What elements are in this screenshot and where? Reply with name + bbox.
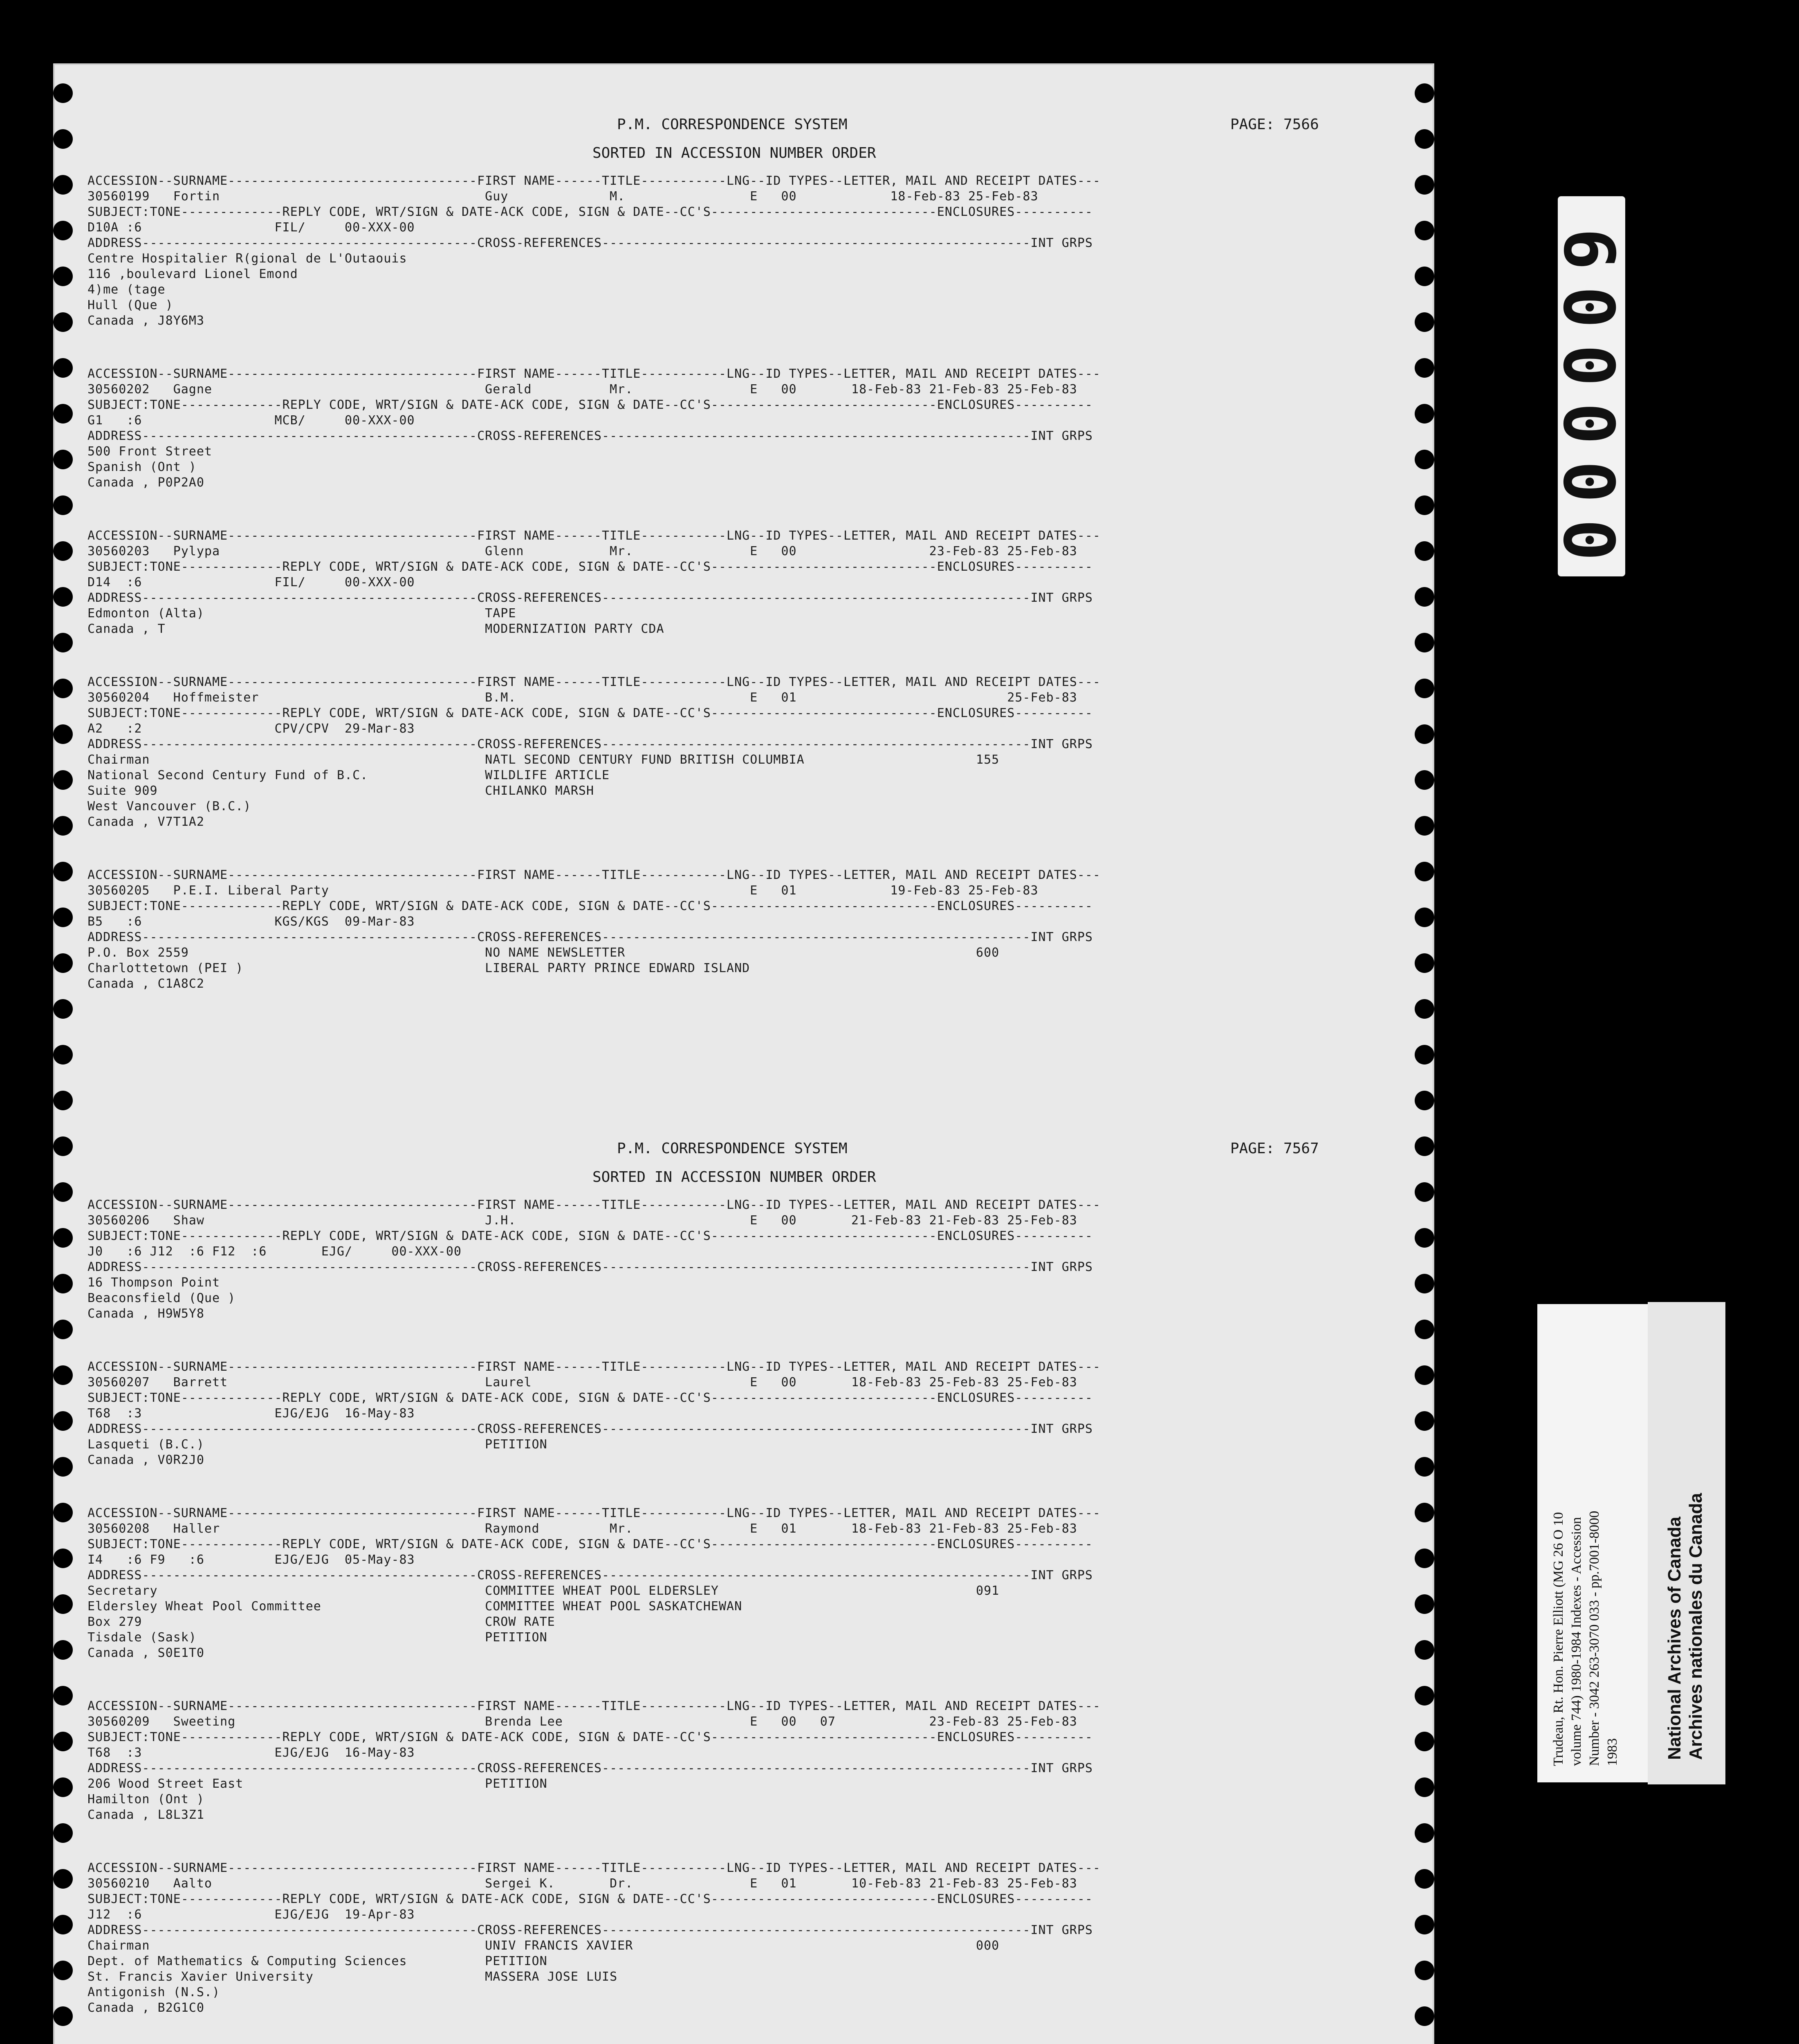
label-line: 1983: [1605, 1738, 1620, 1766]
record-line: Suite 909 CHILANKO MARSH: [87, 784, 594, 798]
tractor-hole: [1415, 175, 1434, 195]
record-line: Eldersley Wheat Pool Committee COMMITTEE WHEAT POOL SASKATCHEWAN: [87, 1599, 742, 1614]
record-line: 116 ,boulevard Lionel Emond: [87, 267, 298, 281]
tractor-hole: [1415, 1182, 1434, 1202]
record-line: 30560209 Sweeting Brenda Lee E 00 07 23-Feb-83 25-Feb-83: [87, 1715, 1077, 1729]
record-line: ACCESSION--SURNAME--------------------------------FIRST NAME------TITLE-----------LNG--ID TYPES--LETTER, MAIL AND RECEIPT DATES---: [87, 1861, 1101, 1875]
record-line: Canada , C1A8C2: [87, 977, 204, 991]
record-line: ADDRESS-------------------------------------------CROSS-REFERENCES-------------------------------------------------------INT GRPS: [87, 1923, 1093, 1937]
record-line: 30560199 Fortin Guy M. E 00 18-Feb-83 25-Feb-83: [87, 189, 1039, 204]
tractor-hole: [1415, 1503, 1434, 1522]
tractor-hole: [1415, 541, 1434, 561]
tractor-hole: [1415, 587, 1434, 607]
tractor-hole: [1415, 633, 1434, 652]
tractor-hole: [1415, 358, 1434, 378]
tractor-hole: [53, 450, 73, 469]
tractor-hole: [1415, 221, 1434, 240]
record-line: SUBJECT:TONE-------------REPLY CODE, WRT/SIGN & DATE-ACK CODE, SIGN & DATE--CC'S-----------------------------ENCLOSURES----------: [87, 560, 1093, 574]
record-line: SUBJECT:TONE-------------REPLY CODE, WRT/SIGN & DATE-ACK CODE, SIGN & DATE--CC'S-----------------------------ENCLOSURES----------: [87, 706, 1093, 720]
left-tractor-holes: [51, 65, 75, 2044]
tractor-hole: [1415, 724, 1434, 744]
record-line: Box 279 CROW RATE: [87, 1615, 555, 1629]
reel-label-text: [1537, 1304, 1648, 1782]
record-line: Secretary COMMITTEE WHEAT POOL ELDERSLEY 091: [87, 1584, 1000, 1598]
record-line: Spanish (Ont ): [87, 460, 197, 474]
tractor-hole: [53, 633, 73, 652]
record-line: Canada , B2G1C0: [87, 2001, 204, 2015]
tractor-hole: [53, 1045, 73, 1065]
record-line: Antigonish (N.S.): [87, 1985, 220, 1999]
record-line: T68 :3 EJG/EJG 16-May-83: [87, 1406, 415, 1421]
frame-number-label: [1551, 196, 1632, 576]
tractor-hole: [1415, 1274, 1434, 1293]
record-line: D10A :6 FIL/ 00-XXX-00: [87, 220, 415, 235]
record-line: SUBJECT:TONE-------------REPLY CODE, WRT/SIGN & DATE-ACK CODE, SIGN & DATE--CC'S-----------------------------ENCLOSURES----------: [87, 1730, 1093, 1744]
record-line: Canada , J8Y6M3: [87, 314, 204, 328]
tractor-hole: [53, 1228, 73, 1248]
record-line: Chairman NATL SECOND CENTURY FUND BRITISH COLUMBIA 155: [87, 753, 1000, 767]
tractor-hole: [53, 495, 73, 515]
record-line: SUBJECT:TONE-------------REPLY CODE, WRT/SIGN & DATE-ACK CODE, SIGN & DATE--CC'S-----------------------------ENCLOSURES----------: [87, 1537, 1093, 1551]
record-line: SUBJECT:TONE-------------REPLY CODE, WRT/SIGN & DATE-ACK CODE, SIGN & DATE--CC'S-----------------------------ENCLOSURES----------: [87, 1892, 1093, 1906]
page-number: PAGE: 7567: [1230, 1140, 1319, 1157]
tractor-hole: [53, 724, 73, 744]
record-line: B5 :6 KGS/KGS 09-Mar-83: [87, 914, 415, 929]
sort-order: SORTED IN ACCESSION NUMBER ORDER: [592, 145, 876, 161]
tractor-hole: [53, 679, 73, 698]
tractor-hole: [1415, 1915, 1434, 1934]
tractor-hole: [53, 312, 73, 332]
record-line: J0 :6 J12 :6 F12 :6 EJG/ 00-XXX-00: [87, 1244, 462, 1259]
record-line: ACCESSION--SURNAME--------------------------------FIRST NAME------TITLE-----------LNG--ID TYPES--LETTER, MAIL AND RECEIPT DATES---: [87, 1699, 1101, 1713]
tractor-hole: [1415, 1136, 1434, 1156]
record-line: West Vancouver (B.C.): [87, 799, 251, 814]
tractor-hole: [53, 1274, 73, 1293]
record-line: Chairman UNIV FRANCIS XAVIER 000: [87, 1939, 1000, 1953]
label-line: Number - 3042 263-3070 033 - pp.7001-8000: [1587, 1511, 1602, 1766]
record-line: Canada , V0R2J0: [87, 1453, 204, 1467]
tractor-hole: [1415, 1777, 1434, 1797]
accession-record: [87, 528, 1380, 637]
record-line: ADDRESS-------------------------------------------CROSS-REFERENCES-------------------------------------------------------INT GRPS: [87, 737, 1093, 751]
accession-record: [87, 1506, 1380, 1661]
tractor-hole: [53, 1457, 73, 1477]
page-number: PAGE: 7566: [1230, 116, 1319, 133]
accession-record: [87, 1197, 1380, 1322]
accession-record: [87, 867, 1380, 992]
record-line: Tisdale (Sask) PETITION: [87, 1630, 547, 1645]
record-line: SUBJECT:TONE-------------REPLY CODE, WRT/SIGN & DATE-ACK CODE, SIGN & DATE--CC'S-----------------------------ENCLOSURES----------: [87, 899, 1093, 913]
tractor-hole: [53, 1732, 73, 1751]
tractor-hole: [1415, 312, 1434, 332]
record-line: ACCESSION--SURNAME--------------------------------FIRST NAME------TITLE-----------LNG--ID TYPES--LETTER, MAIL AND RECEIPT DATES---: [87, 675, 1101, 689]
tractor-hole: [53, 1320, 73, 1339]
tractor-hole: [1415, 404, 1434, 424]
tractor-hole: [1415, 1732, 1434, 1751]
record-line: St. Francis Xavier University MASSERA JOSE LUIS: [87, 1970, 618, 1984]
tractor-hole: [53, 83, 73, 103]
tractor-hole: [1415, 129, 1434, 149]
record-line: SUBJECT:TONE-------------REPLY CODE, WRT/SIGN & DATE-ACK CODE, SIGN & DATE--CC'S-----------------------------ENCLOSURES----------: [87, 1229, 1093, 1243]
archive-label-text: [1648, 1302, 1725, 1784]
tractor-hole: [53, 1640, 73, 1660]
tractor-hole: [53, 587, 73, 607]
record-line: 30560207 Barrett Laurel E 00 18-Feb-83 25-Feb-83 25-Feb-83: [87, 1375, 1077, 1390]
tractor-hole: [53, 1503, 73, 1522]
tractor-hole: [53, 770, 73, 790]
accession-record: [87, 1699, 1380, 1823]
tractor-hole: [53, 1686, 73, 1706]
record-line: Hamilton (Ont ): [87, 1792, 204, 1806]
reel-label-card: [1537, 1304, 1648, 1782]
tractor-hole: [53, 1411, 73, 1431]
tractor-hole: [53, 358, 73, 378]
printout-page-2: [87, 1140, 1380, 2044]
tractor-hole: [53, 129, 73, 149]
tractor-hole: [53, 1594, 73, 1614]
record-line: Canada , L8L3Z1: [87, 1808, 204, 1822]
tractor-hole: [53, 1915, 73, 1934]
tractor-hole: [53, 1091, 73, 1110]
record-list: [87, 173, 1380, 992]
record-line: ACCESSION--SURNAME--------------------------------FIRST NAME------TITLE-----------LNG--ID TYPES--LETTER, MAIL AND RECEIPT DATES---: [87, 868, 1101, 882]
tractor-hole: [1415, 953, 1434, 973]
record-line: J12 :6 EJG/EJG 19-Apr-83: [87, 1907, 415, 1922]
tractor-hole: [1415, 1411, 1434, 1431]
system-title: P.M. CORRESPONDENCE SYSTEM: [617, 1140, 848, 1157]
tractor-hole: [1415, 2006, 1434, 2026]
record-line: Edmonton (Alta) TAPE: [87, 606, 516, 621]
tractor-hole: [1415, 1594, 1434, 1614]
record-line: ADDRESS-------------------------------------------CROSS-REFERENCES-------------------------------------------------------INT GRPS: [87, 429, 1093, 443]
record-line: T68 :3 EJG/EJG 16-May-83: [87, 1746, 415, 1760]
record-line: ACCESSION--SURNAME--------------------------------FIRST NAME------TITLE-----------LNG--ID TYPES--LETTER, MAIL AND RECEIPT DATES---: [87, 1360, 1101, 1374]
accession-record: [87, 366, 1380, 491]
tractor-hole: [1415, 999, 1434, 1019]
tractor-hole: [1415, 908, 1434, 927]
record-line: ACCESSION--SURNAME--------------------------------FIRST NAME------TITLE-----------LNG--ID TYPES--LETTER, MAIL AND RECEIPT DATES---: [87, 174, 1101, 188]
accession-record: [87, 1860, 1380, 2016]
tractor-hole: [53, 175, 73, 195]
tractor-hole: [1415, 679, 1434, 698]
record-line: ACCESSION--SURNAME--------------------------------FIRST NAME------TITLE-----------LNG--ID TYPES--LETTER, MAIL AND RECEIPT DATES---: [87, 367, 1101, 381]
tractor-hole: [53, 816, 73, 836]
tractor-hole: [53, 1961, 73, 1980]
record-line: SUBJECT:TONE-------------REPLY CODE, WRT/SIGN & DATE-ACK CODE, SIGN & DATE--CC'S-----------------------------ENCLOSURES----------: [87, 398, 1093, 412]
record-line: 30560204 Hoffmeister B.M. E 01 25-Feb-83: [87, 690, 1077, 705]
record-line: ADDRESS-------------------------------------------CROSS-REFERENCES-------------------------------------------------------INT GRPS: [87, 930, 1093, 944]
record-line: G1 :6 MCB/ 00-XXX-00: [87, 413, 415, 428]
tractor-hole: [1415, 1091, 1434, 1110]
frame-number: 000009: [1551, 211, 1632, 561]
record-line: 4)me (tage: [87, 282, 166, 297]
tractor-hole: [1415, 1045, 1434, 1065]
tractor-hole: [53, 1182, 73, 1202]
record-line: ADDRESS-------------------------------------------CROSS-REFERENCES-------------------------------------------------------INT GRPS: [87, 1422, 1093, 1436]
record-line: 30560202 Gagne Gerald Mr. E 00 18-Feb-83 21-Feb-83 25-Feb-83: [87, 382, 1077, 397]
printout-page-1: [87, 116, 1380, 1029]
tractor-hole: [53, 267, 73, 286]
record-line: ACCESSION--SURNAME--------------------------------FIRST NAME------TITLE-----------LNG--ID TYPES--LETTER, MAIL AND RECEIPT DATES---: [87, 529, 1101, 543]
record-line: 30560203 Pylypa Glenn Mr. E 00 23-Feb-83 25-Feb-83: [87, 544, 1077, 558]
archive-label-card: [1648, 1302, 1725, 1784]
tractor-hole: [1415, 495, 1434, 515]
tractor-hole: [53, 908, 73, 927]
tractor-hole: [53, 541, 73, 561]
record-line: ACCESSION--SURNAME--------------------------------FIRST NAME------TITLE-----------LNG--ID TYPES--LETTER, MAIL AND RECEIPT DATES---: [87, 1506, 1101, 1520]
tractor-hole: [53, 1823, 73, 1843]
tractor-hole: [53, 1549, 73, 1568]
accession-record: [87, 675, 1380, 830]
record-line: I4 :6 F9 :6 EJG/EJG 05-May-83: [87, 1553, 415, 1567]
archive-name-fr: Archives nationales du Canada: [1686, 1493, 1706, 1760]
record-line: ACCESSION--SURNAME--------------------------------FIRST NAME------TITLE-----------LNG--ID TYPES--LETTER, MAIL AND RECEIPT DATES---: [87, 1198, 1101, 1212]
record-line: National Second Century Fund of B.C. WILDLIFE ARTICLE: [87, 768, 610, 782]
record-line: SUBJECT:TONE-------------REPLY CODE, WRT/SIGN & DATE-ACK CODE, SIGN & DATE--CC'S-----------------------------ENCLOSURES----------: [87, 205, 1093, 219]
record-line: 30560208 Haller Raymond Mr. E 01 18-Feb-83 21-Feb-83 25-Feb-83: [87, 1522, 1077, 1536]
page-header: [87, 116, 1380, 173]
tractor-hole: [53, 1136, 73, 1156]
tractor-hole: [1415, 1961, 1434, 1980]
sort-order: SORTED IN ACCESSION NUMBER ORDER: [592, 1169, 876, 1186]
tractor-hole: [1415, 1365, 1434, 1385]
record-line: Centre Hospitalier R(gional de L'Outaouis: [87, 251, 407, 266]
tractor-hole: [1415, 83, 1434, 103]
accession-record: [87, 1359, 1380, 1468]
tractor-hole: [1415, 862, 1434, 881]
record-line: SUBJECT:TONE-------------REPLY CODE, WRT/SIGN & DATE-ACK CODE, SIGN & DATE--CC'S-----------------------------ENCLOSURES----------: [87, 1391, 1093, 1405]
tractor-hole: [53, 862, 73, 881]
tractor-hole: [1415, 770, 1434, 790]
record-line: Canada , H9W5Y8: [87, 1307, 204, 1321]
record-line: ADDRESS-------------------------------------------CROSS-REFERENCES-------------------------------------------------------INT GRPS: [87, 1568, 1093, 1582]
tractor-hole: [1415, 816, 1434, 836]
tractor-hole: [53, 953, 73, 973]
tractor-hole: [1415, 267, 1434, 286]
tractor-hole: [1415, 1320, 1434, 1339]
archive-name-en: National Archives of Canada: [1664, 1517, 1685, 1760]
record-list: [87, 1197, 1380, 2016]
record-line: A2 :2 CPV/CPV 29-Mar-83: [87, 722, 415, 736]
record-line: 16 Thompson Point: [87, 1275, 220, 1290]
record-line: Hull (Que ): [87, 298, 173, 312]
tractor-hole: [1415, 1549, 1434, 1568]
tractor-hole: [1415, 1869, 1434, 1889]
record-line: Lasqueti (B.C.) PETITION: [87, 1437, 547, 1452]
tractor-hole: [53, 1777, 73, 1797]
label-line: volume 744) 1980-1984 Indexes - Accession: [1569, 1517, 1584, 1766]
tractor-hole: [53, 1365, 73, 1385]
record-line: Canada , S0E1T0: [87, 1646, 204, 1660]
tractor-hole: [1415, 450, 1434, 469]
record-line: P.O. Box 2559 NO NAME NEWSLETTER 600: [87, 946, 1000, 960]
label-line: Trudeau, Rt. Hon. Pierre Elliott (MG 26 O 10: [1551, 1512, 1566, 1766]
record-line: 206 Wood Street East PETITION: [87, 1777, 547, 1791]
accession-record: [87, 173, 1380, 329]
record-line: Canada , P0P2A0: [87, 475, 204, 490]
printout-sheet: [53, 63, 1434, 2044]
page-header: [87, 1140, 1380, 1197]
record-line: 500 Front Street: [87, 444, 212, 459]
tractor-hole: [53, 404, 73, 424]
record-line: Canada , V7T1A2: [87, 815, 204, 829]
record-line: ADDRESS-------------------------------------------CROSS-REFERENCES-------------------------------------------------------INT GRPS: [87, 236, 1093, 250]
record-line: Canada , T MODERNIZATION PARTY CDA: [87, 622, 664, 636]
record-line: 30560206 Shaw J.H. E 00 21-Feb-83 21-Feb-83 25-Feb-83: [87, 1213, 1077, 1228]
record-line: 30560205 P.E.I. Liberal Party E 01 19-Feb-83 25-Feb-83: [87, 883, 1039, 898]
tractor-hole: [53, 999, 73, 1019]
record-line: 30560210 Aalto Sergei K. Dr. E 01 10-Feb-83 21-Feb-83 25-Feb-83: [87, 1876, 1077, 1891]
tractor-hole: [53, 2006, 73, 2026]
record-line: Dept. of Mathematics & Computing Sciences PETITION: [87, 1954, 547, 1968]
record-line: D14 :6 FIL/ 00-XXX-00: [87, 575, 415, 589]
record-line: Charlottetown (PEI ) LIBERAL PARTY PRINCE EDWARD ISLAND: [87, 961, 750, 975]
tractor-hole: [53, 1869, 73, 1889]
tractor-hole: [1415, 1640, 1434, 1660]
record-line: Beaconsfield (Que ): [87, 1291, 236, 1305]
tractor-hole: [1415, 1457, 1434, 1477]
tractor-hole: [1415, 1823, 1434, 1843]
record-line: ADDRESS-------------------------------------------CROSS-REFERENCES-------------------------------------------------------INT GRPS: [87, 1761, 1093, 1775]
system-title: P.M. CORRESPONDENCE SYSTEM: [617, 116, 848, 133]
tractor-hole: [1415, 1228, 1434, 1248]
record-line: ADDRESS-------------------------------------------CROSS-REFERENCES-------------------------------------------------------INT GRPS: [87, 591, 1093, 605]
tractor-hole: [1415, 1686, 1434, 1706]
record-line: ADDRESS-------------------------------------------CROSS-REFERENCES-------------------------------------------------------INT GRPS: [87, 1260, 1093, 1274]
tractor-hole: [53, 221, 73, 240]
right-tractor-holes: [1412, 65, 1437, 2044]
